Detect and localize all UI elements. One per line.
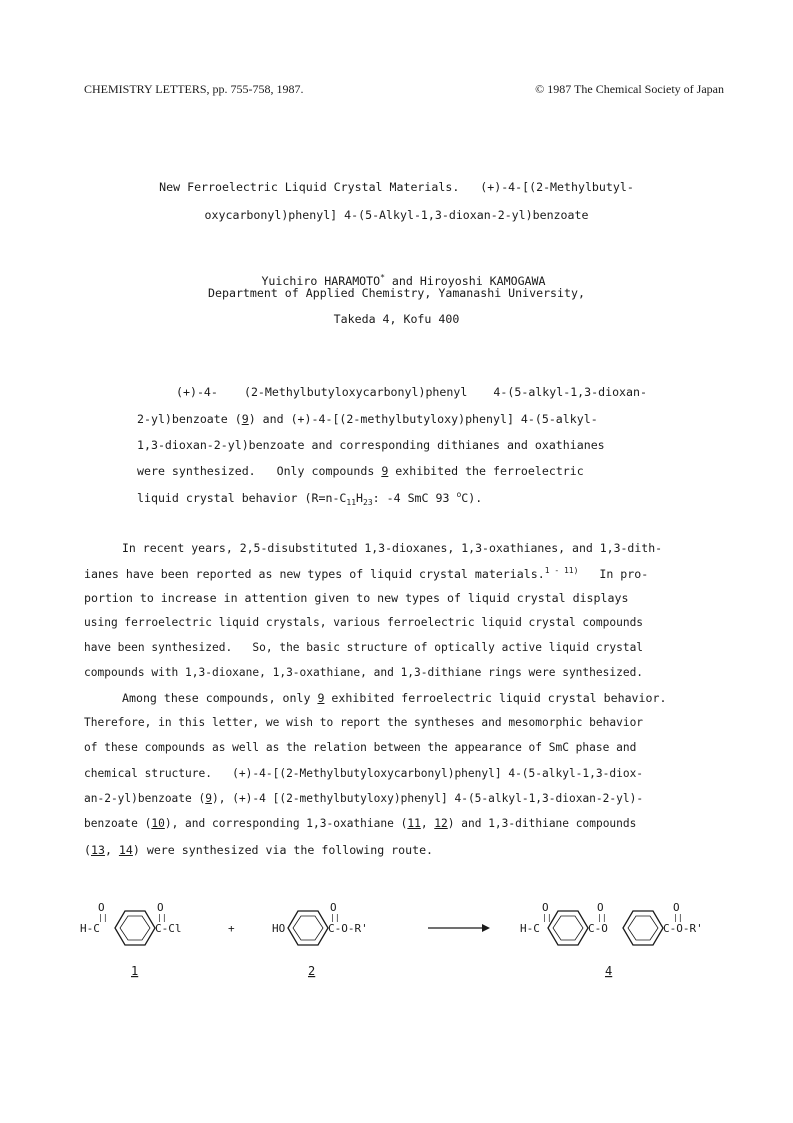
body-p2-line-2: Therefore, in this letter, we wish to report the syntheses and mesomorphic behavior bbox=[84, 716, 644, 729]
compound-ref-9: 9 bbox=[205, 792, 212, 805]
plus-sign: + bbox=[228, 922, 235, 935]
svg-text:||: || bbox=[157, 913, 167, 922]
body-p1-line-4: using ferroelectric liquid crystals, various ferroelectric liquid crystal compounds bbox=[84, 616, 644, 629]
compound-4-structure bbox=[520, 901, 703, 945]
compound-4-mid: C-O bbox=[588, 922, 608, 935]
body-p1-line-6: compounds with 1,3-dioxane, 1,3-oxathiane, and 1,3-dithiane rings were synthesized. bbox=[84, 666, 644, 679]
compound-number-4: 4 bbox=[605, 964, 613, 978]
compound-ref-14: 14 bbox=[118, 843, 133, 857]
compound-ref-10: 10 bbox=[151, 817, 165, 830]
abstract-line-4: were synthesized. Only compounds 9 exhibited the ferroelectric bbox=[137, 464, 584, 478]
abstract-line-2: 2-yl)benzoate (9) and (+)-4-[(2-methylbutyloxy)phenyl] 4-(5-alkyl- bbox=[137, 412, 598, 426]
svg-text:||: || bbox=[542, 913, 552, 922]
svg-text:||: || bbox=[98, 913, 108, 922]
abstract-line-5: liquid crystal behavior ($R=n-C_{11}H_{23}$: -4 SmC 93 $^o$C). bbox=[137, 490, 483, 508]
affiliation-line-1: Department of Applied Chemistry, Yamanashi University, bbox=[208, 286, 585, 300]
compound-4-right: C-O-R' bbox=[663, 922, 703, 935]
author-1: Yuichiro HARAMOTO bbox=[261, 273, 381, 288]
svg-text:||: || bbox=[597, 913, 607, 922]
svg-text:O: O bbox=[597, 901, 604, 914]
compound-ref-11: 11 bbox=[407, 817, 421, 830]
authors bbox=[0, 259, 793, 288]
svg-text:O: O bbox=[542, 901, 549, 914]
compound-1-structure bbox=[80, 901, 182, 945]
journal-citation: CHEMISTRY LETTERS, pp. 755-758, 1987. bbox=[84, 82, 304, 96]
svg-text:||: || bbox=[673, 913, 683, 922]
compound-ref-9: 9 bbox=[381, 464, 389, 478]
title-line-1: New Ferroelectric Liquid Crystal Materials. (+)-4-[(2-Methylbutyl- bbox=[159, 180, 634, 194]
compound-number-2: 2 bbox=[308, 964, 316, 978]
author-2: and Hiroyoshi KAMOGAWA bbox=[384, 273, 546, 288]
compound-ref-12: 12 bbox=[434, 817, 448, 830]
svg-text:O: O bbox=[157, 901, 164, 914]
compound-ref-13: 13 bbox=[90, 843, 105, 857]
title-line-2: oxycarbonyl)phenyl] 4-(5-Alkyl-1,3-dioxan-2-yl)benzoate bbox=[204, 208, 589, 222]
body-p2-line-4: chemical structure. (+)-4-[(2-Methylbutyloxycarbonyl)phenyl] 4-(5-alkyl-1,3-diox- bbox=[84, 767, 644, 780]
carbonyl-o: O bbox=[98, 901, 105, 914]
compound-number-1: 1 bbox=[131, 964, 139, 978]
compound-ref-9: 9 bbox=[241, 412, 249, 426]
reference-superscript: 1 - 11) bbox=[544, 566, 579, 575]
compound-2-structure bbox=[272, 901, 368, 945]
compound-1-left: H-C bbox=[80, 922, 100, 935]
body-p1-line-5: have been synthesized. So, the basic structure of optically active liquid crystal bbox=[84, 641, 644, 654]
body-p2-line-6: benzoate (10), and corresponding 1,3-oxathiane (11, 12) and 1,3-dithiane compounds bbox=[84, 817, 637, 830]
abstract-line-1: (+)-4- (2-Methylbutyloxycarbonyl)phenyl 4-(5-alkyl-1,3-dioxan- bbox=[176, 385, 647, 399]
compound-ref-9: 9 bbox=[317, 691, 325, 705]
body-p2-line-1: Among these compounds, only 9 exhibited ferroelectric liquid crystal behavior. bbox=[122, 691, 667, 705]
reaction-scheme bbox=[70, 895, 750, 995]
affiliation-line-2: Takeda 4, Kofu 400 bbox=[333, 312, 460, 326]
copyright-notice: © 1987 The Chemical Society of Japan bbox=[535, 82, 724, 96]
svg-text:O: O bbox=[673, 901, 680, 914]
running-header bbox=[84, 82, 724, 98]
compound-2-right: C-O-R' bbox=[328, 922, 368, 935]
body-p2-line-3: of these compounds as well as the relation between the appearance of SmC phase and bbox=[84, 741, 637, 754]
compound-2-left: HO bbox=[272, 922, 286, 935]
compound-1-right: C-Cl bbox=[155, 922, 182, 935]
abstract-line-3: 1,3-dioxan-2-yl)benzoate and corresponding dithianes and oxathianes bbox=[137, 438, 605, 452]
body-p1-line-3: portion to increase in attention given to new types of liquid crystal displays bbox=[84, 591, 629, 605]
reaction-arrow bbox=[428, 924, 490, 932]
body-p1-line-1: In recent years, 2,5-disubstituted 1,3-dioxanes, 1,3-oxathianes, and 1,3-dith- bbox=[122, 541, 663, 555]
compound-4-left: H-C bbox=[520, 922, 540, 935]
body-p2-line-5: an-2-yl)benzoate (9), (+)-4 [(2-methylbutyloxy)phenyl] 4-(5-alkyl-1,3-dioxan-2-yl)- bbox=[84, 792, 644, 805]
body-p1-line-2: ianes have been reported as new types of liquid crystal materials.$^{1 - 11)}$ In pro- bbox=[84, 566, 649, 581]
body-p2-line-7: (13, 14) were synthesized via the following route. bbox=[84, 843, 434, 857]
svg-text:||: || bbox=[330, 913, 340, 922]
svg-text:O: O bbox=[330, 901, 337, 914]
corresponding-mark: * bbox=[380, 273, 385, 282]
